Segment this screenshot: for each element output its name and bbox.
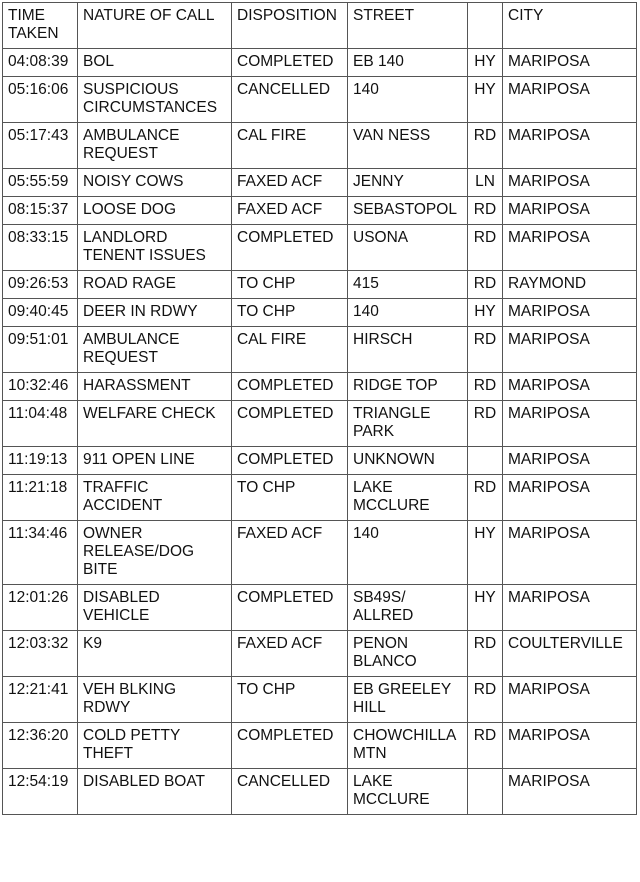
- table-header: [3, 3, 637, 49]
- cell-street: PENON BLANCO: [348, 631, 468, 677]
- cell-city: MARIPOSA: [503, 521, 637, 585]
- table-row: [3, 169, 637, 197]
- table-row: [3, 197, 637, 225]
- cell-nature-of-call: K9: [78, 631, 232, 677]
- cell-nature-of-call: ROAD RAGE: [78, 271, 232, 299]
- cell-time-taken: 12:21:41: [3, 677, 78, 723]
- cell-street: SB49S/ ALLRED: [348, 585, 468, 631]
- cell-nature-of-call: DEER IN RDWY: [78, 299, 232, 327]
- table-row: [3, 769, 637, 815]
- cell-street-suffix: RD: [468, 401, 503, 447]
- cell-street: LAKE MCCLURE: [348, 475, 468, 521]
- cell-time-taken: 05:17:43: [3, 123, 78, 169]
- table-row: [3, 225, 637, 271]
- cell-city: RAYMOND: [503, 271, 637, 299]
- table-row: [3, 521, 637, 585]
- cell-street-suffix: RD: [468, 677, 503, 723]
- cell-street-suffix: [468, 447, 503, 475]
- cell-street: 140: [348, 77, 468, 123]
- cell-disposition: COMPLETED: [232, 373, 348, 401]
- cell-disposition: FAXED ACF: [232, 169, 348, 197]
- column-header-street: STREET: [348, 3, 468, 49]
- table-row: [3, 475, 637, 521]
- cell-disposition: CANCELLED: [232, 769, 348, 815]
- cell-street: USONA: [348, 225, 468, 271]
- cell-time-taken: 05:16:06: [3, 77, 78, 123]
- cell-time-taken: 09:26:53: [3, 271, 78, 299]
- cell-nature-of-call: VEH BLKING RDWY: [78, 677, 232, 723]
- column-header-disposition: DISPOSITION: [232, 3, 348, 49]
- cell-nature-of-call: LANDLORD TENENT ISSUES: [78, 225, 232, 271]
- cell-time-taken: 08:33:15: [3, 225, 78, 271]
- cell-disposition: FAXED ACF: [232, 631, 348, 677]
- cell-street-suffix: HY: [468, 299, 503, 327]
- table-row: [3, 77, 637, 123]
- cell-nature-of-call: OWNER RELEASE/DOG BITE: [78, 521, 232, 585]
- table-row: [3, 49, 637, 77]
- cell-city: MARIPOSA: [503, 585, 637, 631]
- cell-city: MARIPOSA: [503, 475, 637, 521]
- cell-nature-of-call: TRAFFIC ACCIDENT: [78, 475, 232, 521]
- table-row: [3, 299, 637, 327]
- cell-city: MARIPOSA: [503, 169, 637, 197]
- cell-time-taken: 11:21:18: [3, 475, 78, 521]
- cell-time-taken: 04:08:39: [3, 49, 78, 77]
- cell-city: MARIPOSA: [503, 123, 637, 169]
- cell-nature-of-call: SUSPICIOUS CIRCUMSTANCES: [78, 77, 232, 123]
- cell-disposition: TO CHP: [232, 271, 348, 299]
- cell-street: CHOWCHILLA MTN: [348, 723, 468, 769]
- cell-disposition: COMPLETED: [232, 585, 348, 631]
- table-body: [3, 49, 637, 815]
- table-row: [3, 585, 637, 631]
- cell-street: 140: [348, 521, 468, 585]
- cell-street-suffix: [468, 769, 503, 815]
- cell-time-taken: 09:51:01: [3, 327, 78, 373]
- cell-disposition: TO CHP: [232, 677, 348, 723]
- table-row: [3, 271, 637, 299]
- cell-city: MARIPOSA: [503, 401, 637, 447]
- cell-disposition: CAL FIRE: [232, 123, 348, 169]
- cell-street-suffix: RD: [468, 327, 503, 373]
- cell-time-taken: 10:32:46: [3, 373, 78, 401]
- cell-time-taken: 08:15:37: [3, 197, 78, 225]
- cell-street: 415: [348, 271, 468, 299]
- cell-time-taken: 12:01:26: [3, 585, 78, 631]
- cell-street: JENNY: [348, 169, 468, 197]
- cell-city: MARIPOSA: [503, 225, 637, 271]
- column-header-time-taken: TIME TAKEN: [3, 3, 78, 49]
- cell-time-taken: 09:40:45: [3, 299, 78, 327]
- cell-time-taken: 12:54:19: [3, 769, 78, 815]
- cell-city: MARIPOSA: [503, 373, 637, 401]
- cell-street: HIRSCH: [348, 327, 468, 373]
- cell-nature-of-call: NOISY COWS: [78, 169, 232, 197]
- cell-disposition: COMPLETED: [232, 225, 348, 271]
- cell-city: MARIPOSA: [503, 769, 637, 815]
- cell-time-taken: 11:19:13: [3, 447, 78, 475]
- cell-street-suffix: RD: [468, 197, 503, 225]
- cell-disposition: FAXED ACF: [232, 521, 348, 585]
- cell-disposition: TO CHP: [232, 299, 348, 327]
- cell-disposition: COMPLETED: [232, 49, 348, 77]
- table-row: [3, 327, 637, 373]
- cell-nature-of-call: BOL: [78, 49, 232, 77]
- table-row: [3, 723, 637, 769]
- cell-street-suffix: RD: [468, 225, 503, 271]
- cell-street: EB 140: [348, 49, 468, 77]
- header-row: [3, 3, 637, 49]
- cell-disposition: CAL FIRE: [232, 327, 348, 373]
- cell-nature-of-call: COLD PETTY THEFT: [78, 723, 232, 769]
- cell-nature-of-call: AMBULANCE REQUEST: [78, 327, 232, 373]
- column-header-street-suffix: [468, 3, 503, 49]
- cell-disposition: COMPLETED: [232, 447, 348, 475]
- cell-city: COULTERVILLE: [503, 631, 637, 677]
- cell-street-suffix: RD: [468, 271, 503, 299]
- cell-street: EB GREELEY HILL: [348, 677, 468, 723]
- cell-time-taken: 11:34:46: [3, 521, 78, 585]
- table-row: [3, 677, 637, 723]
- cell-nature-of-call: LOOSE DOG: [78, 197, 232, 225]
- cell-city: MARIPOSA: [503, 723, 637, 769]
- cell-street-suffix: HY: [468, 49, 503, 77]
- cell-street-suffix: HY: [468, 77, 503, 123]
- cell-street: VAN NESS: [348, 123, 468, 169]
- cell-street: RIDGE TOP: [348, 373, 468, 401]
- cell-street-suffix: HY: [468, 585, 503, 631]
- cell-city: MARIPOSA: [503, 447, 637, 475]
- cell-nature-of-call: DISABLED BOAT: [78, 769, 232, 815]
- cell-street-suffix: RD: [468, 631, 503, 677]
- cell-city: MARIPOSA: [503, 327, 637, 373]
- cell-disposition: COMPLETED: [232, 401, 348, 447]
- table-row: [3, 401, 637, 447]
- cell-time-taken: 05:55:59: [3, 169, 78, 197]
- call-log-table: [2, 2, 637, 815]
- cell-street-suffix: RD: [468, 373, 503, 401]
- cell-nature-of-call: AMBULANCE REQUEST: [78, 123, 232, 169]
- cell-street: LAKE MCCLURE: [348, 769, 468, 815]
- table-row: [3, 373, 637, 401]
- table-row: [3, 447, 637, 475]
- cell-city: MARIPOSA: [503, 49, 637, 77]
- table-row: [3, 123, 637, 169]
- cell-city: MARIPOSA: [503, 197, 637, 225]
- cell-city: MARIPOSA: [503, 77, 637, 123]
- cell-city: MARIPOSA: [503, 299, 637, 327]
- cell-disposition: COMPLETED: [232, 723, 348, 769]
- cell-street-suffix: HY: [468, 521, 503, 585]
- cell-street: TRIANGLE PARK: [348, 401, 468, 447]
- cell-nature-of-call: WELFARE CHECK: [78, 401, 232, 447]
- column-header-city: CITY: [503, 3, 637, 49]
- cell-street-suffix: RD: [468, 723, 503, 769]
- cell-disposition: TO CHP: [232, 475, 348, 521]
- cell-nature-of-call: 911 OPEN LINE: [78, 447, 232, 475]
- cell-nature-of-call: HARASSMENT: [78, 373, 232, 401]
- table-row: [3, 631, 637, 677]
- cell-street: SEBASTOPOL: [348, 197, 468, 225]
- column-header-nature-of-call: NATURE OF CALL: [78, 3, 232, 49]
- cell-time-taken: 12:36:20: [3, 723, 78, 769]
- cell-nature-of-call: DISABLED VEHICLE: [78, 585, 232, 631]
- cell-city: MARIPOSA: [503, 677, 637, 723]
- cell-street: 140: [348, 299, 468, 327]
- cell-street-suffix: RD: [468, 475, 503, 521]
- cell-disposition: CANCELLED: [232, 77, 348, 123]
- cell-street-suffix: RD: [468, 123, 503, 169]
- cell-time-taken: 12:03:32: [3, 631, 78, 677]
- cell-street-suffix: LN: [468, 169, 503, 197]
- cell-disposition: FAXED ACF: [232, 197, 348, 225]
- cell-street: UNKNOWN: [348, 447, 468, 475]
- cell-time-taken: 11:04:48: [3, 401, 78, 447]
